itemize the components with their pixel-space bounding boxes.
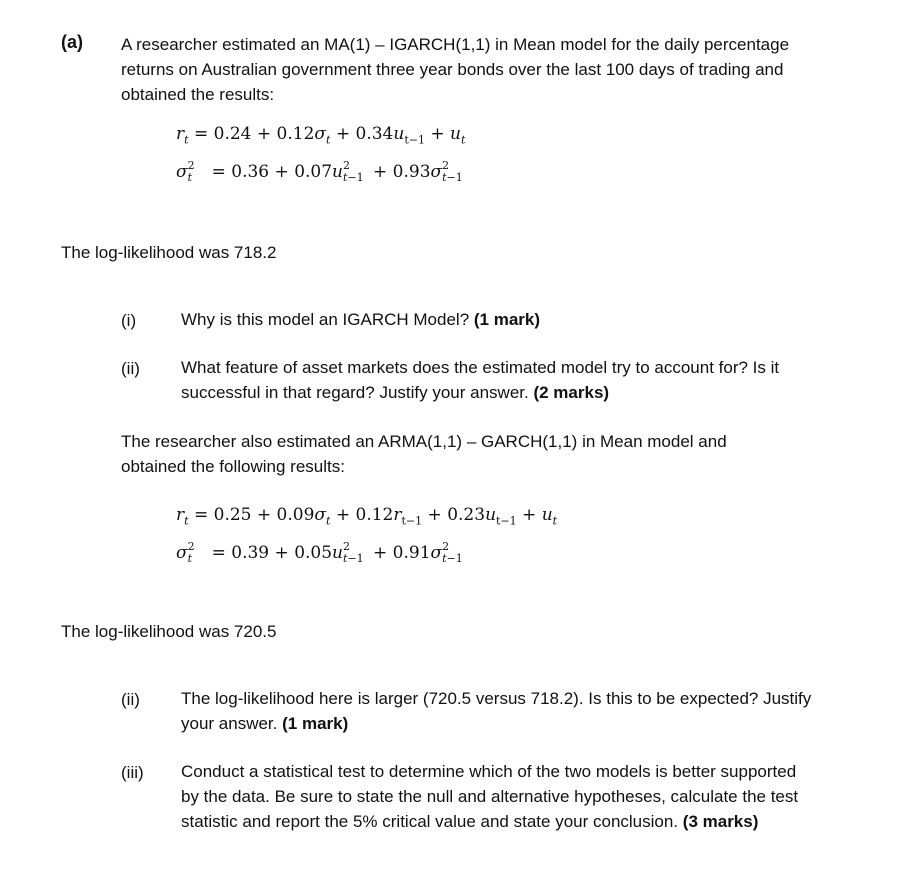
- model2-variance-equation: σ 2 t = 0.39 + 0.05u 2 t−1 + 0.91σ 2 t−1: [176, 539, 463, 565]
- q4-number: (iii): [121, 763, 144, 782]
- intro-paragraph: A researcher estimated an MA(1) – IGARCH(1,1) in Mean model for the daily percentage returns on Australian government three year bonds over the last 100 days of trading and obtained the results:: [121, 35, 790, 104]
- model1-mean-equation: $r_t = 0.24 + 0.12\sigma_t + 0.34u_{t-1} + u_t$: [176, 124, 466, 147]
- m2-mean-const: 0.25: [213, 505, 252, 525]
- q1-text: Why is this model an IGARCH Model?: [181, 310, 470, 329]
- q2-marks: (2 marks): [533, 383, 610, 402]
- q4-text-block: [181, 759, 811, 834]
- q2-text-block: [181, 355, 841, 405]
- q1-marks: (1 mark): [473, 310, 541, 329]
- m1-var-arch-coef: 0.07: [294, 162, 333, 182]
- m2-mean-sigma-coef: 0.09: [276, 505, 315, 525]
- intro2-paragraph: The researcher also estimated an ARMA(1,1) – GARCH(1,1) in Mean model and obtained the following results:: [121, 432, 727, 476]
- m2-mean-ma-coef: 0.23: [447, 505, 486, 525]
- q2-text: What feature of asset markets does the estimated model try to account for? Is it successful in that regard? Justify your answer.: [181, 358, 780, 402]
- q3-text-block: [181, 686, 821, 736]
- q2-number: (ii): [121, 359, 140, 378]
- model2-loglik: The log-likelihood was 720.5: [61, 622, 277, 641]
- q3-marks: (1 mark): [282, 714, 349, 733]
- m2-var-garch-coef: 0.91: [392, 543, 431, 563]
- m1-mean-sigma-coef: 0.12: [276, 124, 315, 144]
- q4-marks: (3 marks): [682, 812, 759, 831]
- m1-var-const: 0.36: [231, 162, 270, 182]
- q3-text: The log-likelihood here is larger (720.5 versus 718.2). Is this to be expected? Justify your answer.: [181, 689, 812, 733]
- model2-mean-equation: $r_t = 0.25 + 0.09\sigma_t + 0.12r_{t-1} + 0.23u_{t-1} + u_t$: [176, 505, 558, 528]
- q1-number: (i): [121, 311, 137, 330]
- q3-number: (ii): [121, 690, 140, 709]
- m1-var-garch-coef: 0.93: [392, 162, 431, 182]
- m2-mean-ar-coef: 0.12: [355, 505, 394, 525]
- part-label: (a): [61, 32, 83, 52]
- model1-loglik: The log-likelihood was 718.2: [61, 243, 277, 262]
- m2-var-arch-coef: 0.05: [294, 543, 333, 563]
- q1-text-block: [181, 307, 831, 332]
- q4-text: Conduct a statistical test to determine which of the two models is better supported by the data. Be sure to state the null and alternative hypotheses, calculate the test statistic and report the 5% critical value and state your conclusion.: [181, 762, 799, 831]
- model1-variance-equation: σ 2 t = 0.36 + 0.07u 2 t−1 + 0.93σ 2 t−1: [176, 158, 463, 184]
- m2-var-const: 0.39: [231, 543, 270, 563]
- m1-mean-const: 0.24: [213, 124, 252, 144]
- m1-mean-ma-coef: 0.34: [355, 124, 394, 144]
